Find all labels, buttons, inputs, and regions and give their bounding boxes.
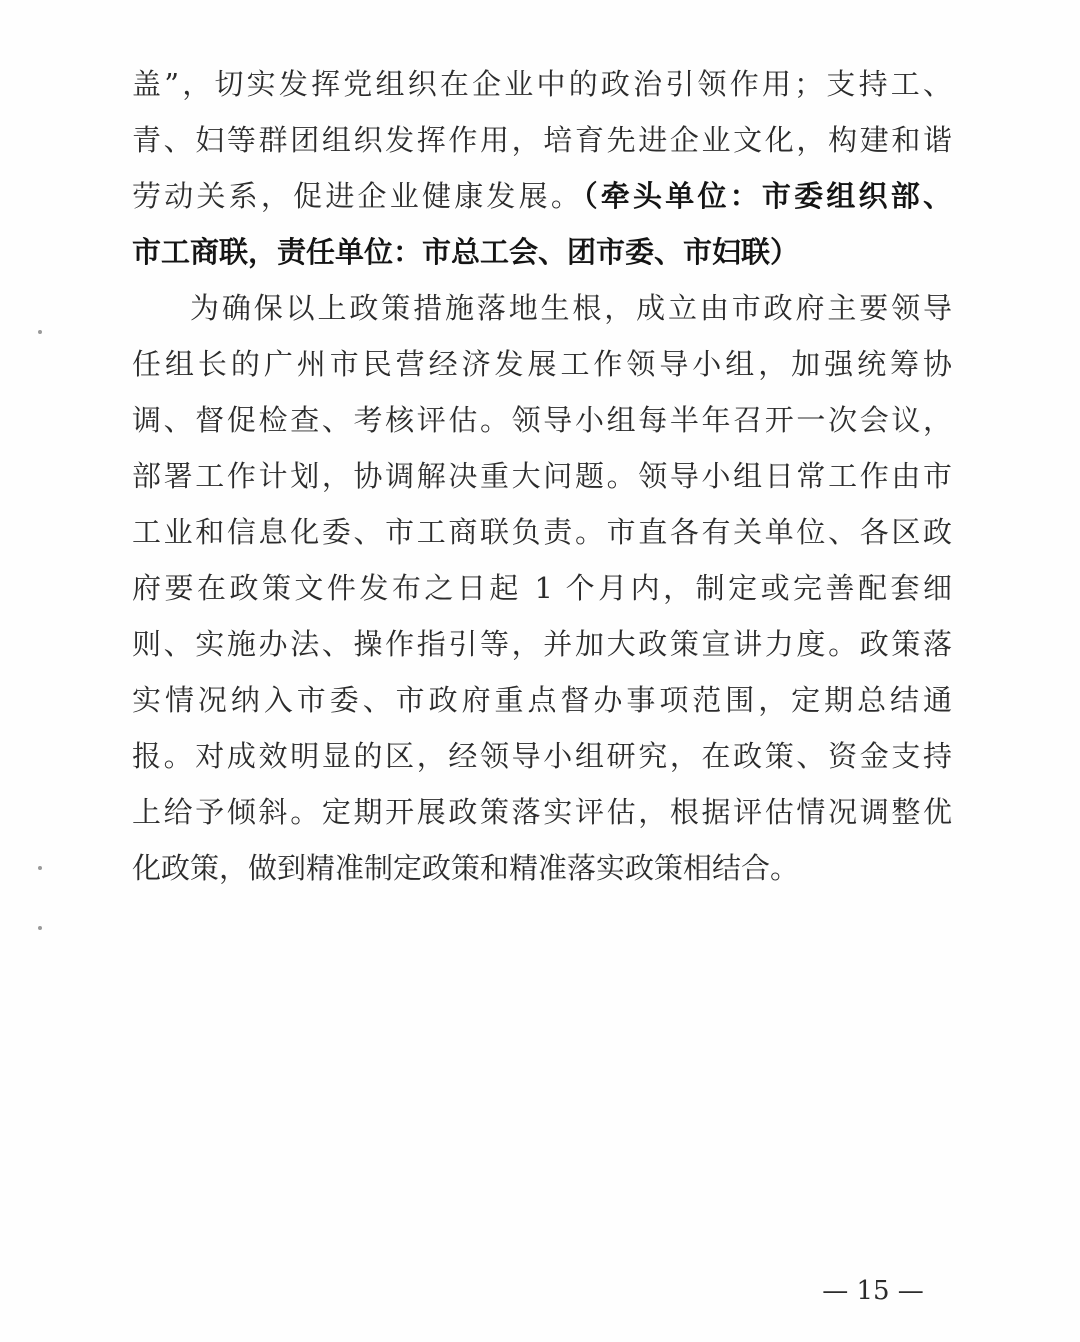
text-line: 上给予倾斜。定期开展政策落实评估，根据评估情况调整优 <box>132 795 952 829</box>
scan-speck <box>38 330 42 334</box>
scan-speck <box>38 926 42 930</box>
text-line: 实情况纳入市委、市政府重点督办事项范围，定期总结通 <box>132 683 952 717</box>
paragraph-party-organization <box>132 56 952 280</box>
paragraph-implementation <box>132 280 952 896</box>
responsible-units-bold: 市工商联，责任单位：市总工会、团市委、市妇联） <box>132 235 800 269</box>
text-line: 任组长的广州市民营经济发展工作领导小组，加强统筹协 <box>132 347 952 381</box>
text-line: 府要在政策文件发布之日起 1 个月内，制定或完善配套细 <box>132 571 952 605</box>
text-segment: 劳动关系，促进企业健康发展。 <box>132 179 584 213</box>
text-line: 为确保以上政策措施落地生根，成立由市政府主要领导 <box>190 291 952 325</box>
text-line: 化政策，做到精准制定政策和精准落实政策相结合。 <box>132 851 800 885</box>
text-line: 报。对成效明显的区，经领导小组研究，在政策、资金支持 <box>132 739 952 773</box>
responsible-units-bold: （牵头单位：市委组织部、 <box>583 179 952 213</box>
text-line: 盖”，切实发挥党组织在企业中的政治引领作用；支持工、 <box>132 67 952 101</box>
text-line: 青、妇等群团组织发挥作用，培育先进企业文化，构建和谐 <box>132 123 952 157</box>
scan-speck <box>38 866 42 870</box>
text-line: 工业和信息化委、市工商联负责。市直各有关单位、各区政 <box>132 515 952 549</box>
text-line: 部署工作计划，协调解决重大问题。领导小组日常工作由市 <box>132 459 952 493</box>
document-body <box>132 56 952 896</box>
page-number: — 15 — <box>822 1276 924 1306</box>
text-line <box>132 168 952 224</box>
text-line: 调、督促检查、考核评估。领导小组每半年召开一次会议， <box>132 403 952 437</box>
text-line: 则、实施办法、操作指引等，并加大政策宣讲力度。政策落 <box>132 627 952 661</box>
